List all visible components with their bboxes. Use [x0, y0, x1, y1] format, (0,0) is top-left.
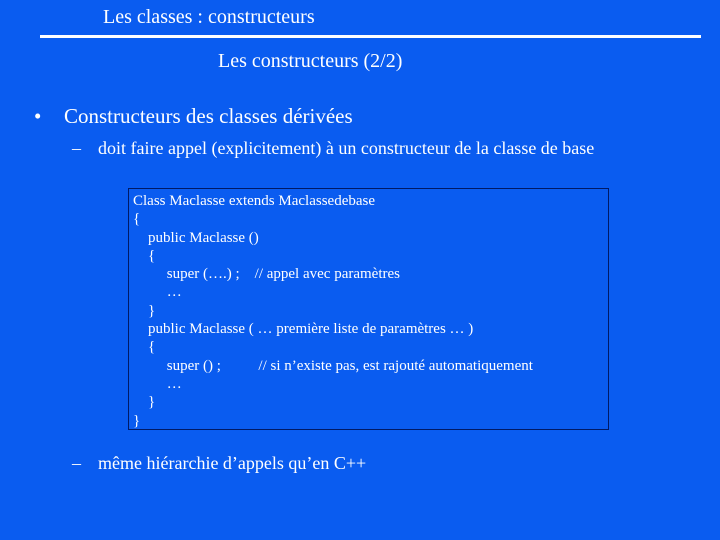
code-line: public Maclasse ( … première liste de paramètres … ) — [133, 321, 474, 338]
code-line: Class Maclasse extends Maclassedebase — [133, 193, 376, 209]
sub-point-2 — [72, 453, 366, 474]
code-line: } — [133, 302, 156, 319]
code-line: super (….) ; // appel avec paramètres — [133, 266, 400, 283]
code-line: { — [133, 211, 141, 228]
code-line: super () ; // si n’existe pas, est rajouté automatiquement — [133, 357, 533, 374]
sub-point-1-text: doit faire appel (explicitement) à un constructeur de la classe de base — [98, 138, 595, 158]
sub-point-1 — [72, 138, 594, 159]
dash-icon: – — [72, 453, 81, 473]
code-line: … — [133, 284, 182, 301]
dash-icon: – — [72, 138, 81, 158]
code-line: } — [133, 394, 156, 411]
code-line: { — [133, 247, 156, 264]
code-line: } — [133, 412, 141, 429]
bullet-icon: • — [34, 104, 42, 128]
slide-subtitle: Les constructeurs (2/2) — [218, 50, 403, 72]
code-line: { — [133, 339, 156, 356]
code-line: public Maclasse () — [133, 229, 259, 246]
header-title: Les classes : constructeurs — [103, 6, 315, 28]
sub-point-2-text: même hiérarchie d’appels qu’en C++ — [98, 453, 367, 473]
bullet-point — [34, 104, 353, 129]
code-box — [128, 188, 609, 430]
code-line: … — [133, 375, 182, 392]
header-divider — [40, 35, 701, 38]
bullet-text: Constructeurs des classes dérivées — [64, 104, 353, 128]
